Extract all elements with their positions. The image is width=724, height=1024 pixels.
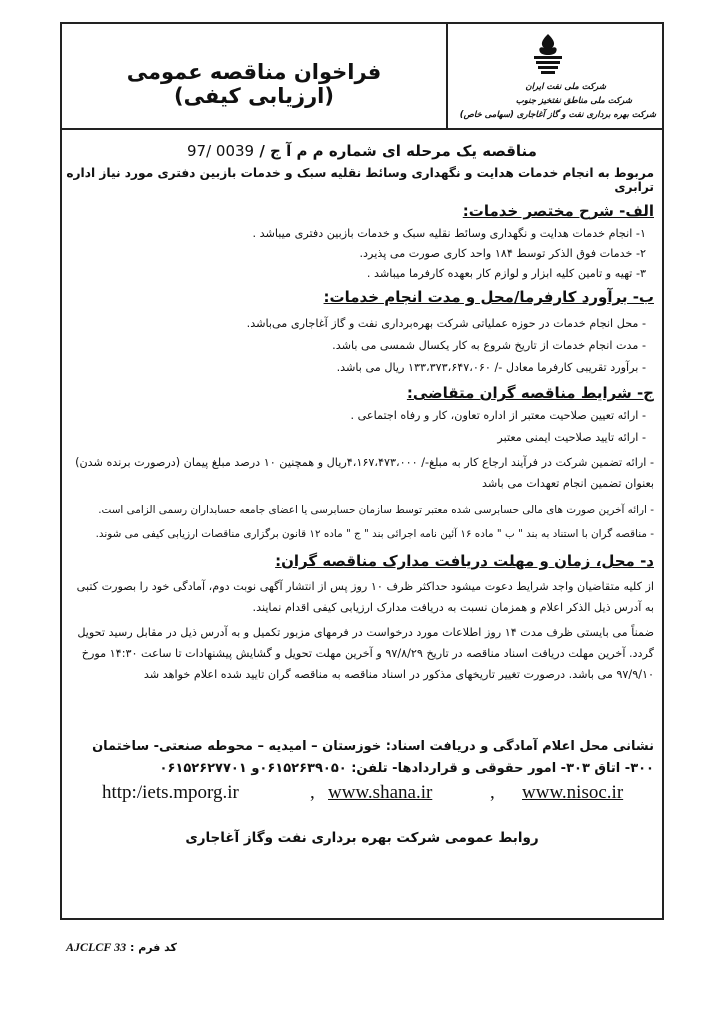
nioc-logo-icon [528, 32, 568, 76]
section-d-paragraph-2: ضمناً می بایستی ظرف مدت ۱۴ روز اطلاعات مورد درخواست در فرمهای مزبور تکمیل و به آدرس ذیل در مقابل رسید تحویل گردد. آخرین مهلت دریافت اسناد مناقصه در تاریخ ۹۷/۸/۲۹ و آخرین مهلت تحویل و گشایش پیشنهادات تا ساعت ۱۴:۳۰ مورخ ۹۷/۹/۱۰ می باشد. درصورت تغییر تاریخهای مذکور در اسناد مناقصه به مناقصه گران تایید شده اعلام خواهد شد [77, 626, 654, 681]
form-code-label: کد فرم : [129, 941, 177, 954]
section-c-item-4: - ارائه آخرین صورت های مالی حسابرسی شده معتبر توسط سازمان حسابرسی یا اعضای جامعه حسابداران رسمی الزامی است. [98, 504, 654, 516]
section-c-item-2: - ارائه تایید صلاحیت ایمنی معتبر [497, 431, 646, 444]
section-d-heading: د- محل، زمان و مهلت دریافت مدارک مناقصه گران: [275, 552, 654, 570]
section-a-heading: الف- شرح مختصر خدمات: [462, 202, 654, 220]
section-b-item-3: - برآورد تقریبی کارفرما معادل -/ ۱۳۳،۳۷۳،۶۴۷،۰۶۰ ریال می باشد. [336, 361, 646, 374]
section-a-item-3: ۳- تهیه و تامین کلیه ابزار و لوازم کار بعهده کارفرما میباشد . [366, 267, 646, 280]
link-shana[interactable]: www.shana.ir [328, 782, 433, 803]
tender-number: 97/ 0039 [187, 142, 255, 160]
form-code-value: AJCLCF 33 [66, 940, 127, 954]
link-iets[interactable]: http:/iets.mporg.ir [102, 782, 239, 803]
contact-address: نشانی محل اعلام آمادگی و دریافت اسناد: خوزستان – امیدیه – محوطه صنعتی- ساختمان ۳۰۰- اتاق ۳۰۳- امور حقوقی و قراردادها- تلفن: ۰۶۱۵۲۶۳۹۰۵۰و ۰۶۱۵۲۶۲۷۷۰۱ [92, 739, 654, 776]
section-b-item-1: - محل انجام خدمات در حوزه عملیاتی شرکت بهره‌برداری نفت و گاز آغاجاری می‌باشد. [246, 317, 646, 330]
section-c-item-1: - ارائه تعیین صلاحیت معتبر از اداره تعاون، کار و رفاه اجتماعی . [350, 409, 646, 422]
section-b-item-2: - مدت انجام خدمات از تاریخ شروع به کار یکسال شمسی می باشد. [332, 339, 646, 352]
tender-subject: مربوط به انجام خدمات هدایت و نگهداری وسائط نقلیه سبک و خدمات بازبین دفتری مورد نیاز اداره ترابری [66, 166, 654, 194]
tender-number-line [62, 142, 662, 160]
website-links [102, 782, 632, 808]
link-nisoc[interactable]: www.nisoc.ir [522, 782, 624, 803]
link-separator-2: , [490, 782, 495, 803]
tender-title-prefix: مناقصه یک مرحله ای شماره م م آ ج / [259, 142, 537, 160]
section-a-item-1: ۱- انجام خدمات هدایت و نگهداری وسائط نقلیه سبک و خدمات بازبین دفتری میباشد . [252, 227, 646, 240]
announcement-frame [60, 22, 664, 920]
public-relations-signature: روابط عمومی شرکت بهره برداری نفت وگاز آغاجاری [185, 830, 539, 846]
announcement-title: فراخوان مناقصه عمومی (ارزیابی کیفی) [126, 60, 382, 108]
header [62, 24, 662, 130]
org-line-2: شرکت ملی مناطق نفتخیز جنوب [515, 96, 632, 106]
header-divider [446, 24, 448, 128]
form-code [66, 940, 177, 955]
org-line-3: شرکت بهره برداری نفت و گاز آغاجاری (سهامی خاص) [459, 110, 656, 120]
section-b-heading: ب- برآورد کارفرما/محل و مدت انجام خدمات: [323, 288, 654, 306]
section-c-item-3: - ارائه تضمین شرکت در فرآیند ارجاع کار به مبلغ-/ ۴،۱۶۷،۴۷۳،۰۰۰ریال و همچنین ۱۰ درصد مبلغ پیمان (درصورت برنده شدن) بعنوان تضمین انجام تعهدات می باشد [75, 456, 654, 490]
org-line-1: شرکت ملی نفت ایران [525, 82, 606, 92]
link-separator-1: , [310, 782, 315, 803]
section-c-item-5: - مناقصه گران با استناد به بند " ب " ماده ۱۶ آئین نامه اجرائی بند " ج " ماده ۱۲ قانون برگزاری مناقصات ارزیابی کیفی می شوند. [95, 528, 654, 540]
section-c-heading: ج- شرایط مناقصه گران متقاضی: [406, 384, 654, 402]
section-a-item-2: ۲- خدمات فوق الذکر توسط ۱۸۴ واحد کاری صورت می پذیرد. [359, 247, 646, 260]
section-d-paragraph-1: از کلیه متقاضیان واجد شرایط دعوت میشود حداکثر ظرف ۱۰ روز پس از انتشار آگهی نوبت دوم، آمادگی خود را بصورت کتبی به آدرس ذیل الذکر اعلام و همزمان نسبت به دریافت مدارک ارزیابی کیفی اقدام نمایند. [76, 580, 654, 614]
